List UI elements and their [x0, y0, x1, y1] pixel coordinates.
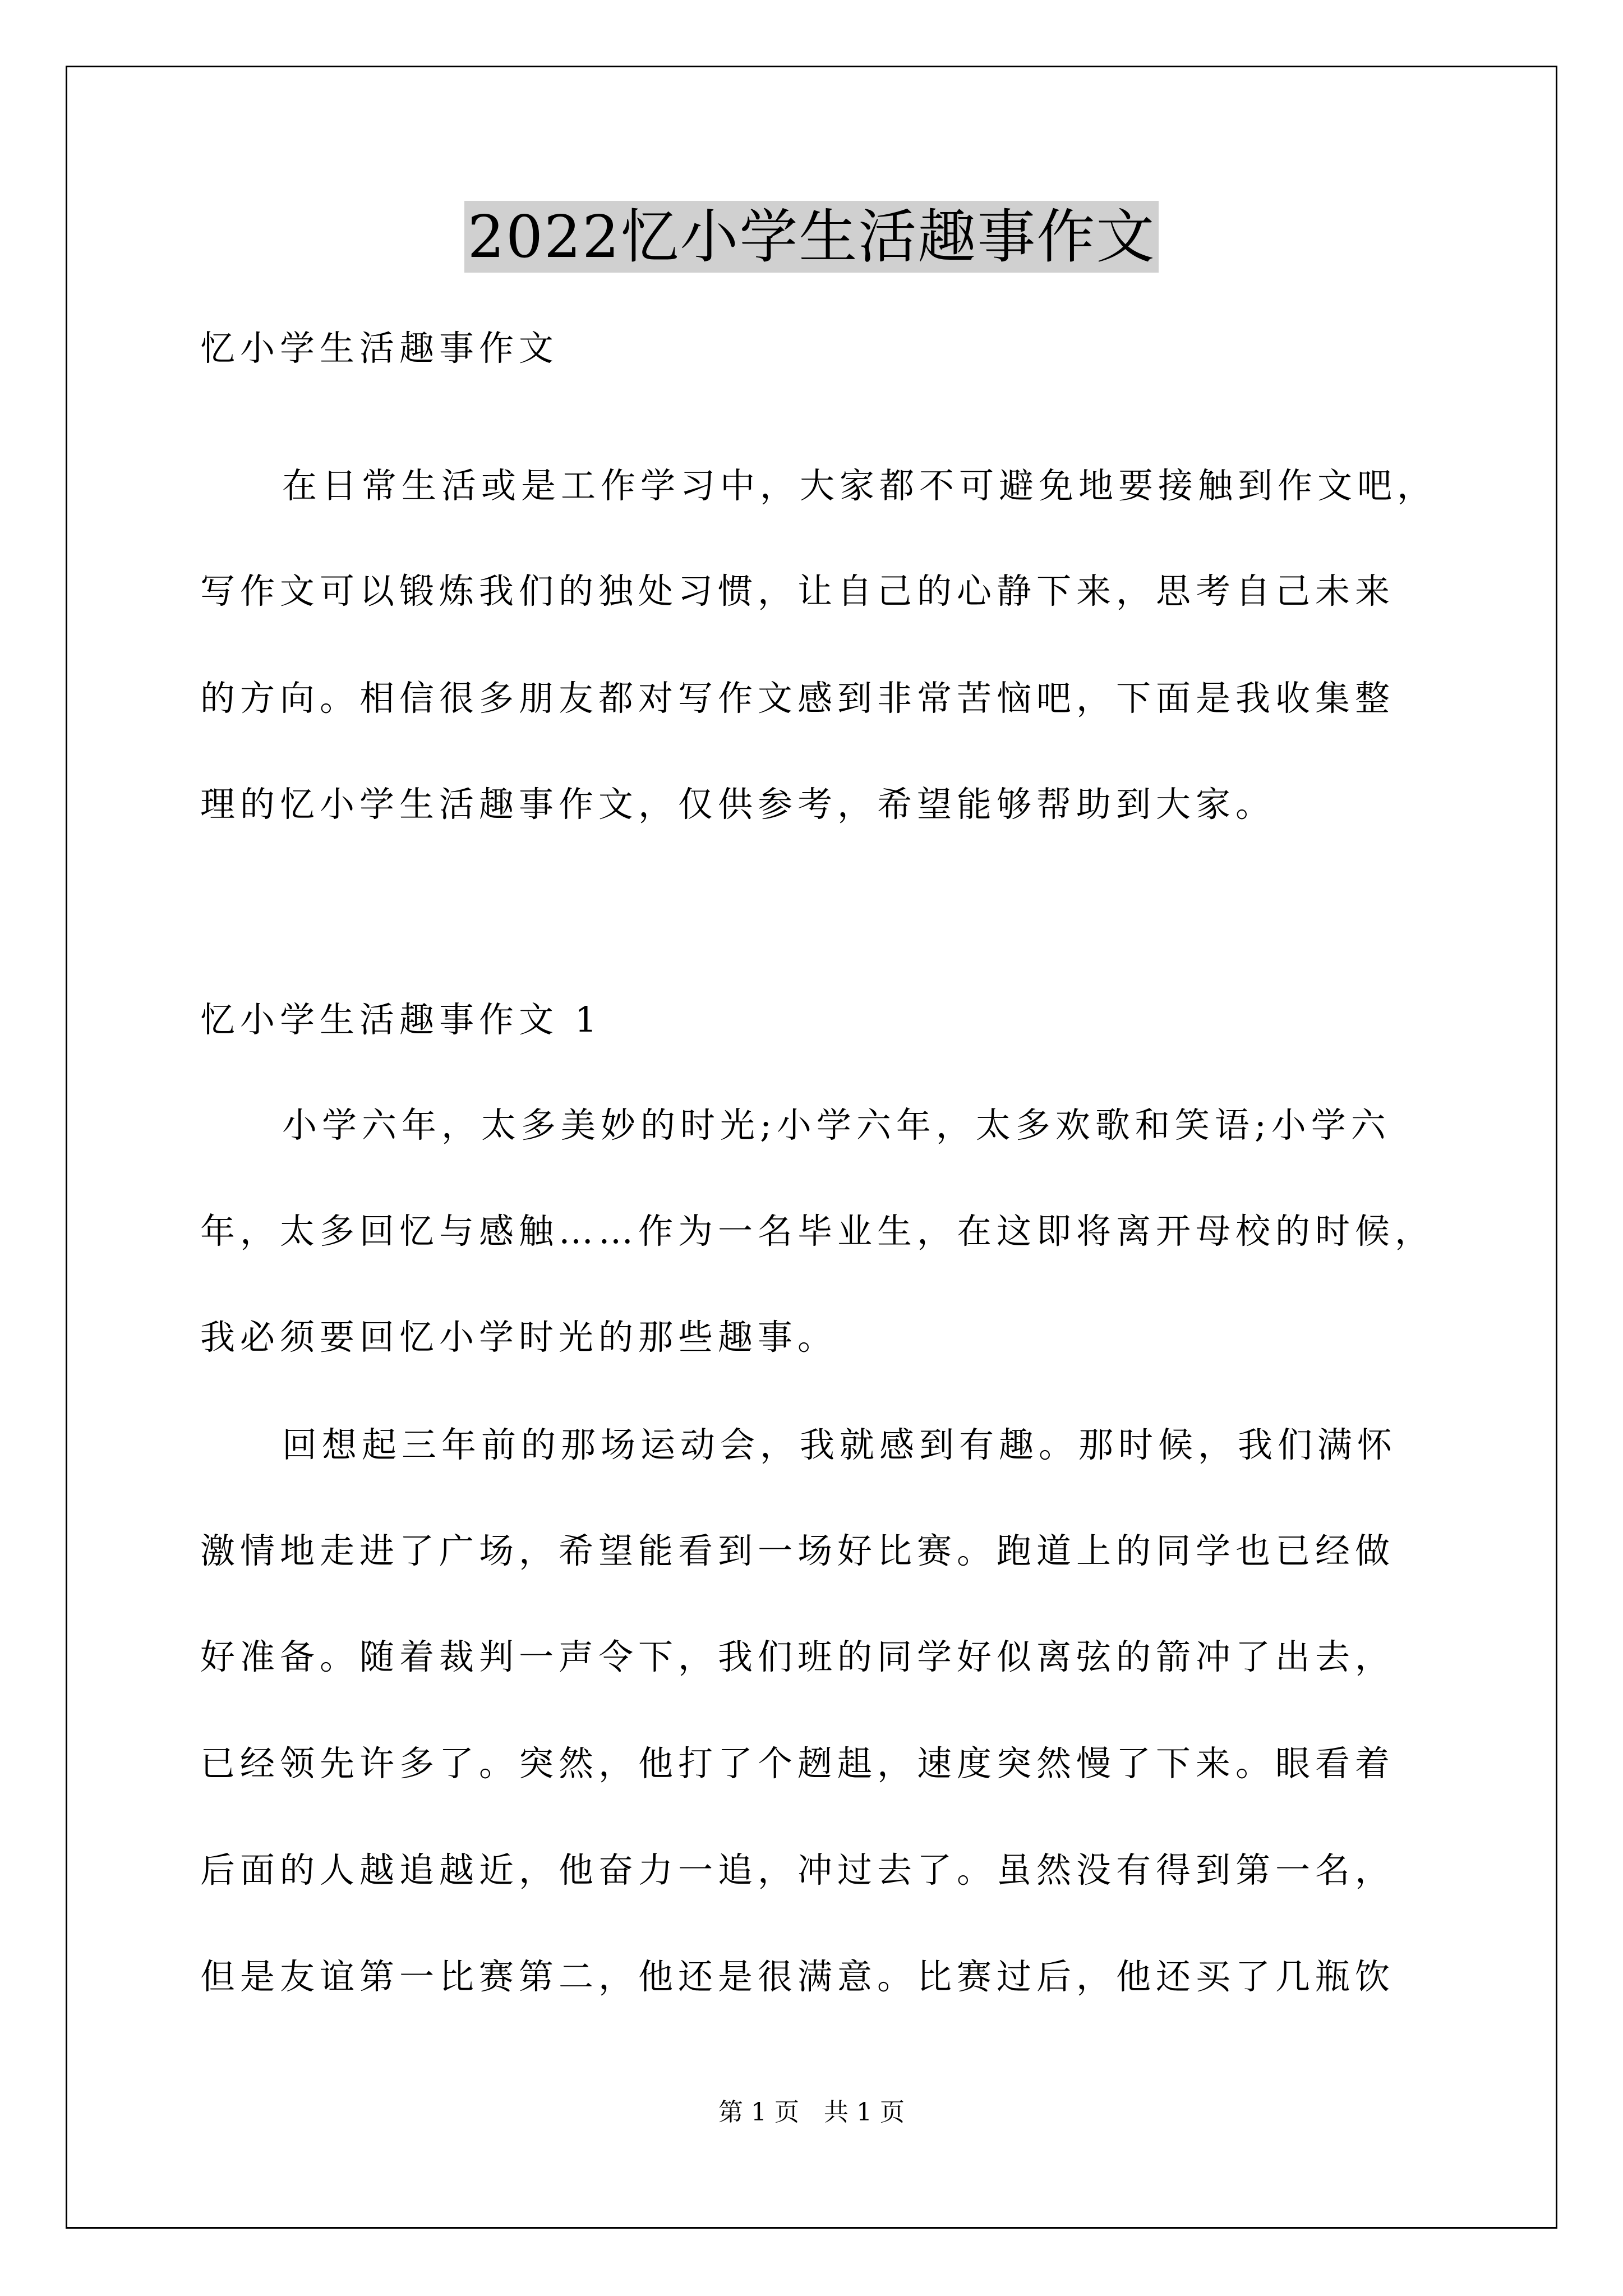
intro-line-4: 理的忆小学生活趣事作文，仅供参考，希望能够帮助到大家。: [200, 784, 1276, 825]
paragraph2-line-1: 回想起三年前的那场运动会，我就感到有趣。那时候，我们满怀: [282, 1424, 1398, 1465]
section-heading: 忆小学生活趣事作文 1: [200, 999, 602, 1040]
paragraph1-line-1: 小学六年，太多美妙的时光;小学六年，太多欢歌和笑语;小学六: [282, 1105, 1391, 1145]
paragraph2-line-4: 已经领先许多了。突然，他打了个趔趄，速度突然慢了下来。眼看着: [200, 1743, 1395, 1784]
intro-line-1: 在日常生活或是工作学习中，大家都不可避免地要接触到作文吧，: [282, 465, 1437, 506]
page-footer: 第 1 页 共 1 页: [718, 2098, 905, 2127]
intro-line-3: 的方向。相信很多朋友都对写作文感到非常苦恼吧，下面是我收集整: [200, 678, 1395, 719]
subtitle: 忆小学生活趣事作文: [200, 328, 559, 369]
intro-line-2: 写作文可以锻炼我们的独处习惯，让自己的心静下来，思考自己未来: [200, 570, 1395, 611]
title-container: [0, 201, 1623, 273]
paragraph2-line-5: 后面的人越追越近，他奋力一追，冲过去了。虽然没有得到第一名，: [200, 1849, 1395, 1890]
paragraph2-line-2: 激情地走进了广场，希望能看到一场好比赛。跑道上的同学也已经做: [200, 1530, 1395, 1571]
paragraph1-line-3: 我必须要回忆小学时光的那些趣事。: [200, 1317, 838, 1358]
paragraph2-line-6: 但是友谊第一比赛第二，他还是很满意。比赛过后，他还买了几瓶饮: [200, 1956, 1395, 1997]
paragraph1-line-2: 年，太多回忆与感触……作为一名毕业生，在这即将离开母校的时候，: [200, 1211, 1435, 1251]
paragraph2-line-3: 好准备。随着裁判一声令下，我们班的同学好似离弦的箭冲了出去，: [200, 1636, 1395, 1677]
document-title: 2022忆小学生活趣事作文: [464, 201, 1159, 273]
